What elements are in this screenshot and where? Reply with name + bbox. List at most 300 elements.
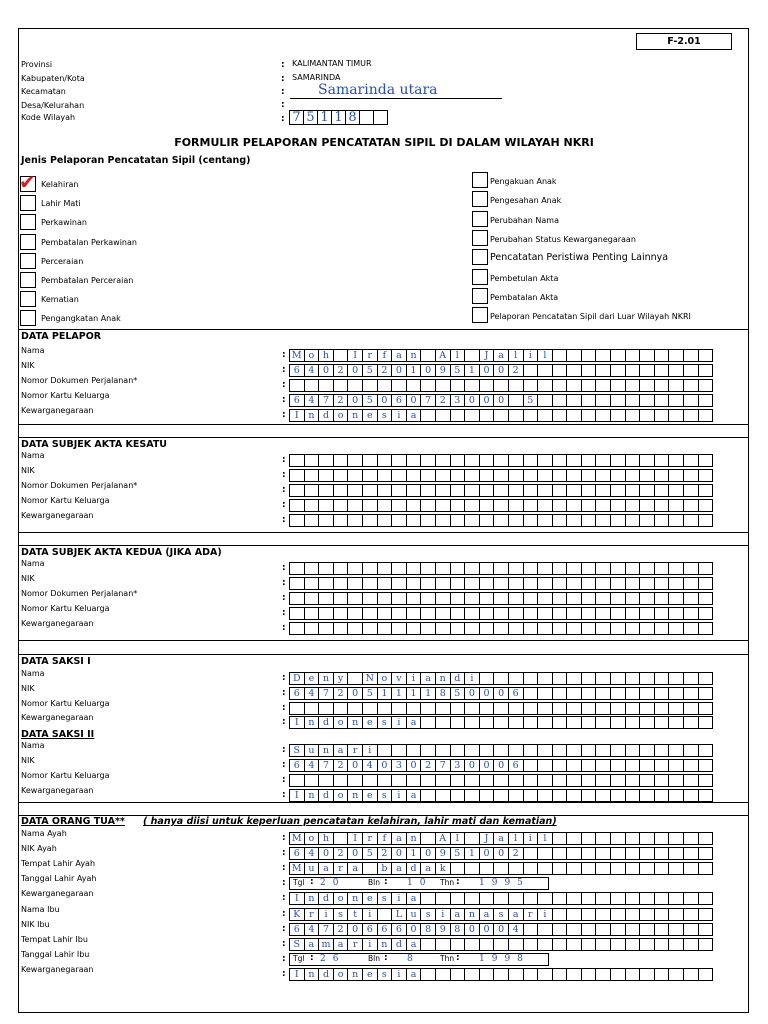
field-grid[interactable]: [290, 409, 713, 422]
grid-cell: [625, 774, 641, 787]
grid-cell: d: [318, 409, 334, 422]
grid-cell: [523, 454, 539, 467]
field-label: NIK: [21, 361, 35, 370]
field-label: Kewarganegaraan: [21, 406, 94, 415]
field-grid[interactable]: [290, 968, 713, 981]
grid-cell: [373, 110, 388, 125]
grid-cell: [698, 938, 714, 951]
checkbox[interactable]: [20, 253, 36, 269]
grid-cell: 7: [318, 923, 334, 936]
grid-cell: [508, 562, 524, 575]
grid-cell: [537, 394, 553, 407]
grid-cell: [668, 607, 684, 620]
grid-cell: n: [347, 789, 363, 802]
field-grid[interactable]: [290, 454, 713, 467]
grid-cell: [654, 622, 670, 635]
grid-cell: [625, 577, 641, 590]
checkbox[interactable]: [472, 191, 488, 207]
field-grid[interactable]: [290, 484, 713, 497]
grid-cell: [552, 908, 568, 921]
grid-cell: [508, 394, 524, 407]
grid-cell: [698, 862, 714, 875]
grid-cell: [508, 577, 524, 590]
grid-cell: 5: [450, 364, 466, 377]
grid-cell: [479, 379, 495, 392]
grid-cell: [552, 759, 568, 772]
grid-cell: [435, 409, 451, 422]
grid-cell: [304, 379, 320, 392]
checkbox[interactable]: [472, 269, 488, 285]
grid-cell: [566, 592, 582, 605]
grid-cell: s: [377, 968, 393, 981]
field-label: Nama: [21, 669, 45, 678]
grid-cell: [639, 577, 655, 590]
grid-cell: n: [435, 672, 451, 685]
grid-cell: [698, 454, 714, 467]
checkbox[interactable]: [472, 172, 488, 188]
grid-cell: [377, 774, 393, 787]
kecamatan-label: Kecamatan: [21, 87, 66, 96]
grid-cell: [654, 759, 670, 772]
grid-cell: [552, 562, 568, 575]
grid-cell: 3: [450, 759, 466, 772]
grid-cell: [581, 562, 597, 575]
grid-cell: [333, 484, 349, 497]
checkbox[interactable]: [472, 307, 488, 323]
field-grid[interactable]: [290, 832, 713, 845]
field-grid[interactable]: [290, 499, 713, 512]
colon: :: [282, 380, 286, 390]
grid-cell: [289, 514, 305, 527]
field-grid[interactable]: [290, 469, 713, 482]
grid-cell: [552, 622, 568, 635]
grid-cell: d: [318, 968, 334, 981]
field-grid[interactable]: [290, 592, 713, 605]
grid-cell: n: [304, 968, 320, 981]
grid-cell: [508, 409, 524, 422]
grid-cell: [304, 577, 320, 590]
kecamatan-value[interactable]: Samarinda utara: [318, 82, 438, 98]
checkbox[interactable]: [20, 291, 36, 307]
grid-cell: [391, 499, 407, 512]
grid-cell: [391, 562, 407, 575]
grid-cell: [668, 847, 684, 860]
grid-cell: [683, 938, 699, 951]
date-label: Bln: [368, 878, 380, 887]
grid-cell: [406, 774, 422, 787]
grid-cell: [610, 892, 626, 905]
grid-cell: [654, 562, 670, 575]
grid-cell: [464, 832, 480, 845]
grid-cell: 4: [508, 923, 524, 936]
grid-cell: 6: [391, 923, 407, 936]
checkbox-label: Pembatalan Akta: [490, 292, 559, 302]
grid-cell: [464, 938, 480, 951]
grid-cell: [552, 774, 568, 787]
grid-cell: [698, 592, 714, 605]
grid-cell: n: [304, 409, 320, 422]
field-grid[interactable]: [290, 349, 713, 362]
grid-cell: [610, 364, 626, 377]
checkbox[interactable]: [472, 288, 488, 304]
grid-cell: [450, 744, 466, 757]
grid-cell: [654, 394, 670, 407]
grid-cell: [668, 968, 684, 981]
grid-cell: 1: [317, 110, 332, 125]
grid-cell: [435, 577, 451, 590]
grid-cell: [698, 394, 714, 407]
grid-cell: [654, 409, 670, 422]
grid-cell: [420, 409, 436, 422]
colon: :: [281, 100, 285, 110]
grid-cell: [450, 454, 466, 467]
grid-cell: [595, 379, 611, 392]
grid-cell: [654, 847, 670, 860]
grid-cell: [698, 484, 714, 497]
grid-cell: [668, 774, 684, 787]
field-grid[interactable]: [290, 908, 713, 921]
section-divider: [18, 545, 749, 546]
form-title: FORMULIR PELAPORAN PENCATATAN SIPIL DI DALAM WILAYAH NKRI: [174, 136, 594, 149]
grid-cell: i: [362, 744, 378, 757]
field-grid[interactable]: [290, 774, 713, 787]
grid-cell: [552, 379, 568, 392]
grid-cell: [610, 774, 626, 787]
grid-cell: [377, 702, 393, 715]
field-grid[interactable]: [290, 672, 713, 685]
grid-cell: [391, 379, 407, 392]
field-grid[interactable]: [290, 607, 713, 620]
grid-cell: 6: [289, 923, 305, 936]
grid-cell: [318, 379, 334, 392]
field-grid[interactable]: [290, 562, 713, 575]
grid-cell: i: [435, 908, 451, 921]
grid-cell: 2: [508, 847, 524, 860]
colon: :: [282, 515, 286, 525]
grid-cell: [610, 349, 626, 362]
grid-cell: s: [377, 716, 393, 729]
field-grid[interactable]: [290, 687, 713, 700]
field-grid[interactable]: [290, 789, 713, 802]
grid-cell: [581, 484, 597, 497]
date-field[interactable]: [289, 953, 549, 966]
grid-cell: M: [289, 349, 305, 362]
grid-cell: [654, 702, 670, 715]
grid-cell: [698, 774, 714, 787]
grid-cell: o: [333, 789, 349, 802]
grid-cell: [450, 622, 466, 635]
grid-cell: [610, 607, 626, 620]
grid-cell: a: [420, 862, 436, 875]
grid-cell: [566, 484, 582, 497]
field-grid[interactable]: [290, 847, 713, 860]
grid-cell: [595, 789, 611, 802]
grid-cell: [610, 938, 626, 951]
grid-cell: [566, 847, 582, 860]
grid-cell: l: [537, 832, 553, 845]
grid-cell: [566, 759, 582, 772]
grid-cell: [523, 789, 539, 802]
grid-cell: o: [377, 672, 393, 685]
grid-cell: [639, 687, 655, 700]
grid-cell: [347, 774, 363, 787]
grid-cell: [668, 514, 684, 527]
field-grid[interactable]: [290, 364, 713, 377]
checkbox[interactable]: [20, 195, 36, 211]
grid-cell: [450, 562, 466, 575]
kode-wilayah-grid[interactable]: [290, 110, 388, 125]
grid-cell: [333, 499, 349, 512]
field-grid[interactable]: [290, 923, 713, 936]
date-label: Thn: [440, 954, 455, 963]
grid-cell: [508, 744, 524, 757]
grid-cell: m: [318, 938, 334, 951]
checkbox[interactable]: [20, 272, 36, 288]
grid-cell: [377, 469, 393, 482]
grid-cell: [639, 847, 655, 860]
grid-cell: [595, 862, 611, 875]
grid-cell: [508, 499, 524, 512]
grid-cell: [552, 409, 568, 422]
grid-cell: [450, 862, 466, 875]
grid-cell: [537, 759, 553, 772]
grid-cell: s: [493, 908, 509, 921]
grid-cell: [304, 454, 320, 467]
grid-cell: [610, 499, 626, 512]
grid-cell: [698, 832, 714, 845]
grid-cell: [318, 577, 334, 590]
grid-cell: [625, 847, 641, 860]
field-grid[interactable]: [290, 394, 713, 407]
grid-cell: s: [377, 789, 393, 802]
grid-cell: [595, 716, 611, 729]
grid-cell: u: [406, 908, 422, 921]
grid-cell: l: [508, 349, 524, 362]
top-border: [18, 28, 749, 29]
grid-cell: [639, 499, 655, 512]
grid-cell: [347, 454, 363, 467]
grid-cell: [508, 622, 524, 635]
grid-cell: [347, 622, 363, 635]
grid-cell: [523, 923, 539, 936]
grid-cell: [537, 862, 553, 875]
grid-cell: [552, 607, 568, 620]
field-grid[interactable]: [290, 702, 713, 715]
grid-cell: [683, 687, 699, 700]
grid-cell: [566, 968, 582, 981]
field-grid[interactable]: [290, 716, 713, 729]
grid-cell: 0: [420, 847, 436, 860]
grid-cell: [552, 847, 568, 860]
grid-cell: o: [333, 409, 349, 422]
grid-cell: 0: [391, 847, 407, 860]
grid-cell: [654, 484, 670, 497]
checkbox-label: Pengesahan Anak: [490, 196, 562, 206]
grid-cell: 0: [479, 847, 495, 860]
grid-cell: [698, 789, 714, 802]
date-field[interactable]: [289, 877, 549, 890]
grid-cell: [595, 409, 611, 422]
colon: :: [282, 833, 286, 843]
grid-cell: [683, 409, 699, 422]
checkbox-label: Pengakuan Anak: [490, 177, 557, 186]
grid-cell: [508, 592, 524, 605]
grid-cell: [683, 349, 699, 362]
date-value: 1998: [479, 954, 530, 964]
checkbox[interactable]: [20, 214, 36, 230]
grid-cell: [581, 759, 597, 772]
grid-cell: [595, 744, 611, 757]
checkbox-label: Pelaporan Pencatatan Sipil dari Luar Wilayah NKRI: [490, 312, 691, 322]
grid-cell: n: [347, 968, 363, 981]
grid-cell: a: [508, 908, 524, 921]
grid-cell: [464, 716, 480, 729]
colon: :: [282, 878, 286, 888]
grid-cell: [435, 484, 451, 497]
grid-cell: [493, 577, 509, 590]
grid-cell: [654, 349, 670, 362]
grid-cell: a: [347, 862, 363, 875]
field-grid[interactable]: [290, 577, 713, 590]
grid-cell: [581, 592, 597, 605]
section-heading: DATA PELAPOR: [21, 331, 102, 342]
section-divider: [18, 424, 749, 425]
colon: :: [456, 953, 460, 963]
checkbox-label: Lahir Mati: [41, 199, 81, 209]
grid-cell: 9: [435, 847, 451, 860]
grid-cell: [639, 862, 655, 875]
grid-cell: L: [391, 908, 407, 921]
grid-cell: 4: [304, 759, 320, 772]
field-grid[interactable]: [290, 622, 713, 635]
colon: :: [282, 775, 286, 785]
field-grid[interactable]: [290, 379, 713, 392]
colon: :: [282, 790, 286, 800]
grid-cell: i: [464, 672, 480, 685]
grid-cell: [333, 832, 349, 845]
grid-cell: [464, 562, 480, 575]
field-grid[interactable]: [290, 514, 713, 527]
grid-cell: [523, 592, 539, 605]
grid-cell: [523, 514, 539, 527]
grid-cell: [508, 469, 524, 482]
grid-cell: a: [450, 908, 466, 921]
grid-cell: [304, 562, 320, 575]
grid-cell: [304, 484, 320, 497]
grid-cell: [493, 892, 509, 905]
grid-cell: [595, 394, 611, 407]
field-grid[interactable]: [290, 759, 713, 772]
grid-cell: [668, 744, 684, 757]
grid-cell: 2: [377, 847, 393, 860]
checkbox[interactable]: [20, 234, 36, 250]
grid-cell: [581, 938, 597, 951]
grid-cell: [289, 484, 305, 497]
grid-cell: [625, 349, 641, 362]
grid-cell: [654, 923, 670, 936]
checkbox[interactable]: [472, 211, 488, 227]
grid-cell: [304, 702, 320, 715]
grid-cell: [639, 349, 655, 362]
field-grid[interactable]: [290, 938, 713, 951]
grid-cell: [581, 394, 597, 407]
grid-cell: [668, 622, 684, 635]
grid-cell: [523, 672, 539, 685]
grid-cell: [450, 968, 466, 981]
checkbox[interactable]: [472, 249, 488, 265]
grid-cell: [479, 469, 495, 482]
grid-cell: [450, 789, 466, 802]
grid-cell: [377, 514, 393, 527]
grid-cell: a: [333, 744, 349, 757]
grid-cell: A: [435, 349, 451, 362]
grid-cell: [450, 577, 466, 590]
grid-cell: [654, 469, 670, 482]
field-grid[interactable]: [290, 862, 713, 875]
grid-cell: [523, 622, 539, 635]
grid-cell: [639, 364, 655, 377]
grid-cell: i: [362, 908, 378, 921]
grid-cell: [377, 622, 393, 635]
grid-cell: [610, 832, 626, 845]
field-grid[interactable]: [290, 744, 713, 757]
grid-cell: [698, 562, 714, 575]
checkbox-label: Perubahan Status Kewarganegaraan: [490, 234, 636, 244]
grid-cell: [464, 789, 480, 802]
grid-cell: [464, 892, 480, 905]
grid-cell: A: [435, 832, 451, 845]
grid-cell: u: [304, 862, 320, 875]
section-divider: [18, 640, 749, 641]
grid-cell: [318, 499, 334, 512]
grid-cell: 4: [304, 847, 320, 860]
grid-cell: [639, 562, 655, 575]
grid-cell: n: [304, 789, 320, 802]
grid-cell: 7: [318, 687, 334, 700]
checkbox[interactable]: [20, 310, 36, 326]
grid-cell: n: [406, 349, 422, 362]
grid-cell: [523, 716, 539, 729]
grid-cell: [435, 702, 451, 715]
grid-cell: [668, 364, 684, 377]
grid-cell: [362, 562, 378, 575]
grid-cell: [610, 394, 626, 407]
date-label: Thn: [440, 878, 455, 887]
grid-cell: [566, 562, 582, 575]
grid-cell: 0: [493, 759, 509, 772]
grid-cell: [566, 409, 582, 422]
grid-cell: [654, 514, 670, 527]
colon: :: [282, 623, 286, 633]
grid-cell: o: [304, 832, 320, 845]
grid-cell: [537, 454, 553, 467]
checkbox[interactable]: [472, 230, 488, 246]
grid-cell: [566, 774, 582, 787]
grid-cell: [552, 592, 568, 605]
colon: :: [281, 74, 285, 84]
grid-cell: [668, 938, 684, 951]
grid-cell: [654, 789, 670, 802]
grid-cell: [333, 774, 349, 787]
grid-cell: [493, 774, 509, 787]
grid-cell: [493, 409, 509, 422]
field-grid[interactable]: [290, 892, 713, 905]
grid-cell: [698, 759, 714, 772]
grid-cell: s: [333, 908, 349, 921]
grid-cell: [552, 789, 568, 802]
grid-cell: r: [347, 938, 363, 951]
grid-cell: [552, 672, 568, 685]
